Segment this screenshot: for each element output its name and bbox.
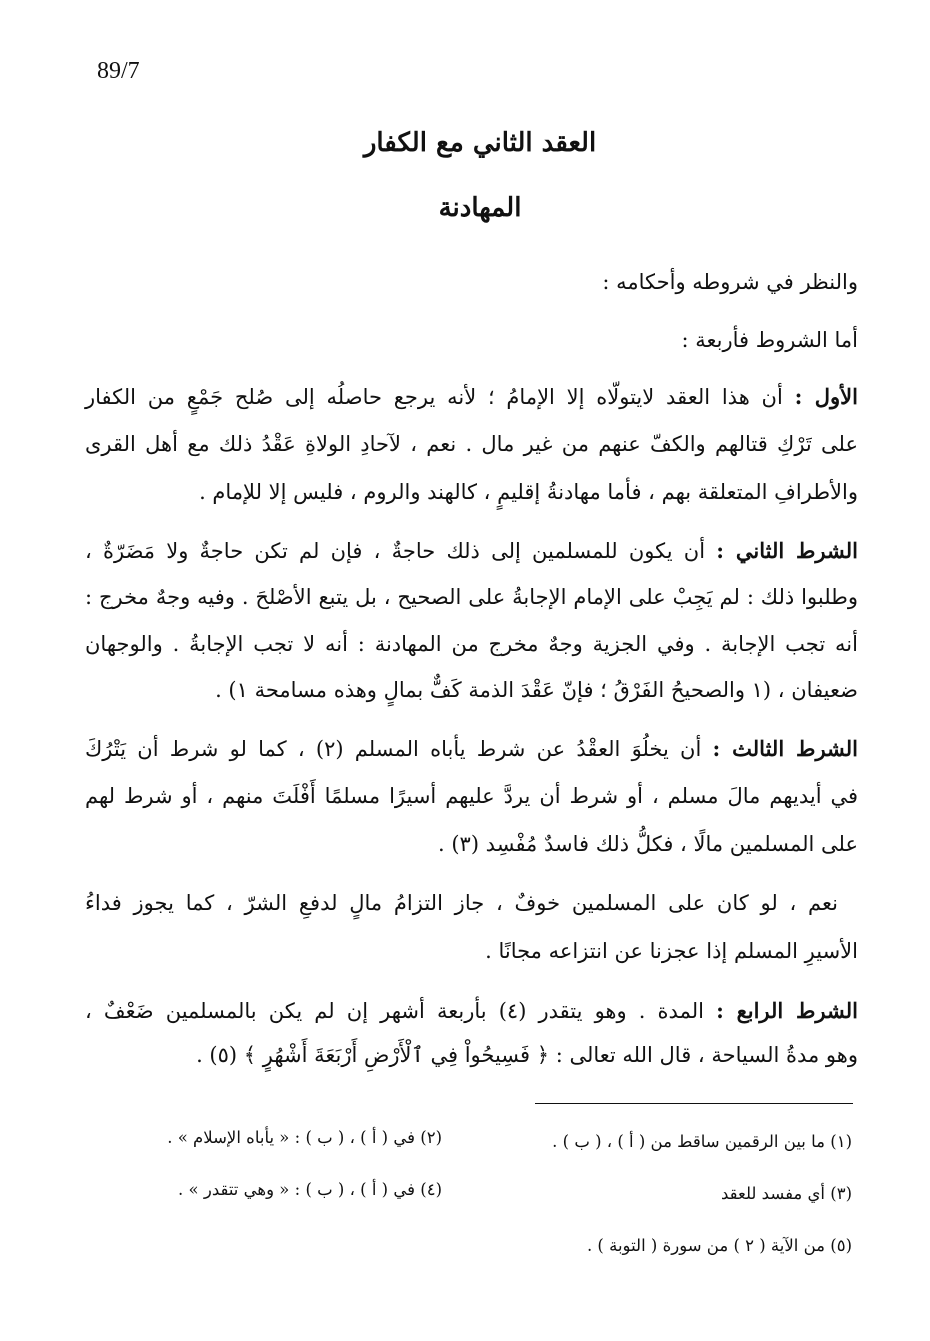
condition-label: الأول :: [794, 384, 858, 409]
intro-line: أما الشروط فأربعة :: [681, 328, 858, 352]
paragraph-line: [85, 738, 858, 760]
footnote: (٤) في ( أ ) ، ( ب ) : « وهي تتقدر » .: [178, 1180, 442, 1199]
footnote-separator: [535, 1103, 853, 1104]
footnote: (٣) أي مفسد للعقد: [720, 1184, 852, 1203]
intro-line: والنظر في شروطه وأحكامه :: [602, 270, 858, 294]
footnote: (٥) من الآية ( ٢ ) من سورة ( التوبة ) .: [586, 1236, 852, 1255]
paragraph-line: وهو مدةُ السياحة ، قال الله تعالى : ﴿ فَسِيحُواْ فِي ٱلْأَرْضِ أَرْبَعَةَ أَشْهُرٍ ﴾ (٥) .: [196, 1043, 858, 1067]
page-number: 89/7: [97, 58, 140, 84]
paragraph-line: نعم ، لو كان على المسلمين خوفٌ ، جاز التزامُ مالٍ لدفعِ الشرّ ، كما يجوز فداءُ: [85, 891, 838, 915]
paragraph-line: [85, 1000, 858, 1022]
paragraph-line: ضعيفان ، (١ والصحيحُ الفَرْقُ ؛ فإنّ عَقْدَ الذمة كَفٌّ بمالٍ وهذه مسامحة ١) .: [215, 678, 858, 702]
paragraph-line: الأسيرِ المسلم إذا عجزنا عن انتزاعه مجانًا .: [485, 939, 858, 963]
paragraph-text: أن يكون للمسلمين إلى ذلك حاجةٌ ، فإن لم تكن حاجةٌ ولا مَضَرّةٌ ،: [85, 539, 706, 563]
condition-label: الشرط الثاني :: [716, 538, 858, 563]
paragraph-line: [85, 386, 858, 408]
paragraph-line: والأطرافِ المتعلقة بهم ، فأما مهادنةُ إقليمٍ ، كالهند والروم ، فليس إلا للإمام .: [199, 480, 858, 504]
chapter-title: العقد الثاني مع الكفار: [363, 128, 597, 158]
footnote: (١) ما بين الرقمين ساقط من ( أ ) ، ( ب ) .: [552, 1132, 852, 1151]
condition-label: الشرط الثالث :: [712, 736, 858, 761]
paragraph-line: على المسلمين مالًا ، فكلُّ ذلك فاسدٌ مُفْسِد (٣) .: [437, 832, 858, 856]
paragraph-line: وطلبوا ذلك : لم يَجِبْ على الإمام الإجابةُ على الصحيح ، بل يتبع الأصْلحَ . وفيه وجهٌ مخرج :: [85, 585, 858, 609]
footnote: (٢) في ( أ ) ، ( ب ) : « يأباه الإسلام » .: [167, 1128, 442, 1147]
paragraph-line: [85, 540, 858, 562]
condition-label: الشرط الرابع :: [716, 998, 858, 1023]
paragraph-line: في أيديهم مالَ مسلم ، أو شرط أن يردَّ عليهم أسيرًا مسلمًا أَفْلَتَ منهم ، أو شرط لهم: [85, 784, 858, 808]
paragraph-line: على تَرْكِ قتالهم والكفّ عنهم من غير مال . نعم ، لآحادِ الولاةِ عَقْدُ ذلك مع أهل القرى: [85, 432, 858, 456]
paragraph-text: أن هذا العقد لايتولّاه إلا الإمامُ ؛ لأنه يرجع حاصلُه إلى صُلح جَمْعٍ من الكفار: [85, 385, 783, 409]
paragraph-text: المدة . وهو يتقدر (٤) بأربعة أشهر إن لم يكن بالمسلمين ضَعْفٌ ،: [85, 999, 704, 1023]
paragraph-line: أنه تجب الإجابة . وفي الجزية وجهٌ مخرج من المهادنة : أنه لا تجب الإجابةُ . والوجهان: [85, 632, 858, 656]
paragraph-text: أن يخلُوَ العقْدُ عن شرط يأباه المسلم (٢) ، كما لو شرط أن يَتْرُكَ: [85, 737, 702, 761]
section-title: المهادنة: [438, 193, 522, 223]
